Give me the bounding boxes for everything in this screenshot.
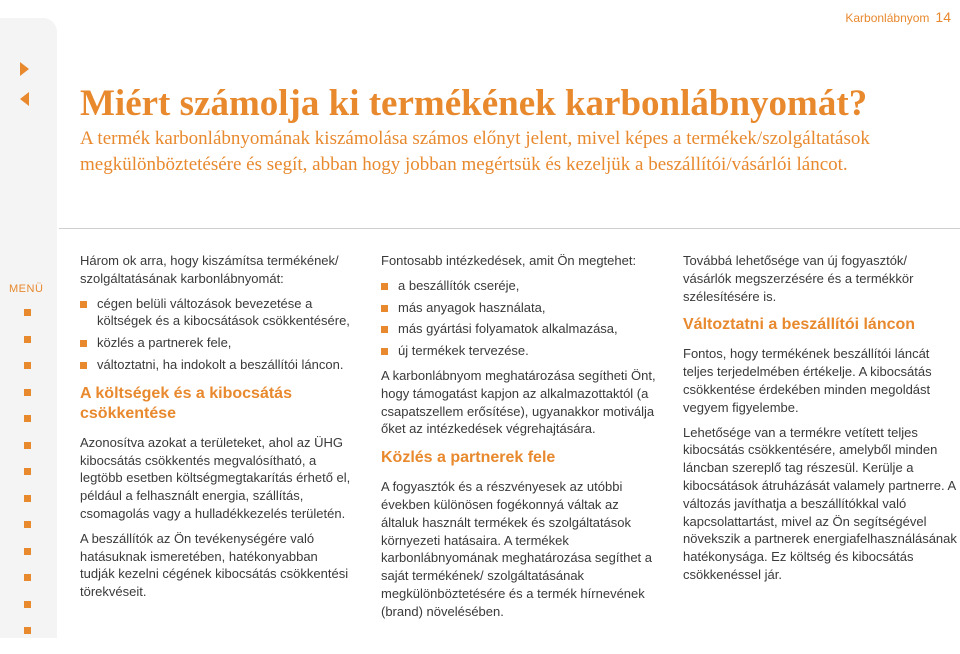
- list-item: más gyártási folyamatok alkalmazása,: [381, 320, 656, 338]
- doc-title: Karbonlábnyom: [845, 11, 930, 25]
- menu-item-square[interactable]: [24, 309, 31, 316]
- menu-item-square[interactable]: [24, 362, 31, 369]
- list-item: közlés a partnerek fele,: [80, 334, 355, 352]
- column-3: [683, 252, 958, 591]
- col2-bullet-list: [381, 277, 656, 360]
- menu-item-square[interactable]: [24, 336, 31, 343]
- list-item: cégen belüli változások bevezetése a költségek és a kibocsátások csökkentésére,: [80, 295, 355, 331]
- col3-paragraph: Fontos, hogy termékének beszállítói láncát teljes terjedelmében értékelje. A kibocsátás csökkentése érdekében minden megoldást vegyem figyelembe.: [683, 346, 932, 415]
- menu-item-square[interactable]: [24, 548, 31, 555]
- intro-text: A termék karbonlábnyomának kiszámolása számos előnyt jelent, mivel képes a termékek/szolgáltatások megkülönböztetésére és segít, abban hogy jobban megértsük és kezeljük a beszállítói/vásárlói láncot.: [80, 128, 870, 175]
- menu-item-square[interactable]: [24, 468, 31, 475]
- column-1: [80, 252, 355, 608]
- col1-bullet-list: [80, 295, 355, 374]
- col1-heading: A költségek és a kibocsátás csökkentése: [80, 384, 292, 422]
- menu-item-square[interactable]: [24, 601, 31, 608]
- menu-item-square[interactable]: [24, 627, 31, 634]
- divider: [59, 228, 960, 229]
- previous-page-arrow-icon[interactable]: [20, 92, 29, 106]
- menu-item-square[interactable]: [24, 442, 31, 449]
- col2-paragraph: A karbonlábnyom meghatározása segítheti Önt, hogy támogatást kapjon az alkalmazottaktól (a csapatszellem erősítése), ugyanakkor motiválja őket az intézkedések végrehajtására.: [381, 367, 656, 437]
- page-title: Miért számolja ki termékének karbonlábnyomát?: [80, 83, 868, 124]
- col1-paragraph: Azonosítva azokat a területeket, ahol az ÜHG kibocsátás csökkentés megvalósítható, a legtöbb esetben költségmegtakarítás érhető el, például a felhasznált energia, szállítás, csomagolás vagy a hulladékkezelés területén.: [80, 434, 351, 521]
- list-item: változtatni, ha indokolt a beszállítói láncon.: [80, 356, 355, 374]
- col2-heading: Közlés a partnerek fele: [381, 449, 556, 467]
- menu-link[interactable]: MENÜ: [9, 283, 44, 295]
- menu-item-square[interactable]: [24, 415, 31, 422]
- list-item: új termékek tervezése.: [381, 342, 656, 360]
- col3-heading: Változtatni a beszállítói láncon: [683, 316, 916, 334]
- list-item: a beszállítók cseréje,: [381, 277, 656, 295]
- menu-item-square[interactable]: [24, 574, 31, 581]
- col3-paragraph: Lehetősége van a termékre vetített teljes kibocsátás csökkentésére, amelyből minden láncban szereplő tag részesül. Kerülje a kibocsátások átruházását valamely partnerre. A változás javíthatja a beszállítókkal való kapcsolattartást, mivel az Ön segítségével növekszik a partnerek energiafelhasználásának hatékonysága. Ez költség és kibocsátás csökkenéssel jár.: [683, 424, 957, 582]
- menu-item-square[interactable]: [24, 495, 31, 502]
- col2-lead: Fontosabb intézkedések, amit Ön megtehet:: [381, 253, 637, 268]
- col3-lead: Továbbá lehetősége van új fogyasztók/ vásárlók megszerzésére és a termékkör szélesítésére is.: [683, 253, 914, 304]
- col1-lead: Három ok arra, hogy kiszámítsa termékének/ szolgáltatásának karbonlábnyomát:: [80, 253, 339, 286]
- list-item: más anyagok használata,: [381, 299, 656, 317]
- column-2: [381, 252, 656, 628]
- document-header: [845, 9, 951, 25]
- col2-paragraph: A fogyasztók és a részvényesek az utóbbi években különösen fogékonnyá váltak az általuk használt termékek és szolgáltatások környezeti hatásaira. A termékek karbonlábnyomának meghatározása segíthet a saját termékének/ szolgáltatásának megkülönböztetésére és a termék hírnevének (brand) növelésében.: [381, 479, 653, 619]
- next-page-arrow-icon[interactable]: [20, 62, 29, 76]
- menu-items: [24, 309, 31, 654]
- sidebar: [0, 18, 57, 638]
- menu-item-square[interactable]: [24, 521, 31, 528]
- menu-item-square[interactable]: [24, 389, 31, 396]
- col1-paragraph: A beszállítók az Ön tevékenységére való hatásuknak ismeretében, hatékonyabban tudják kezelni cégének kibocsátás csökkentési törekvéseit.: [80, 530, 349, 600]
- page-number: 14: [935, 9, 951, 25]
